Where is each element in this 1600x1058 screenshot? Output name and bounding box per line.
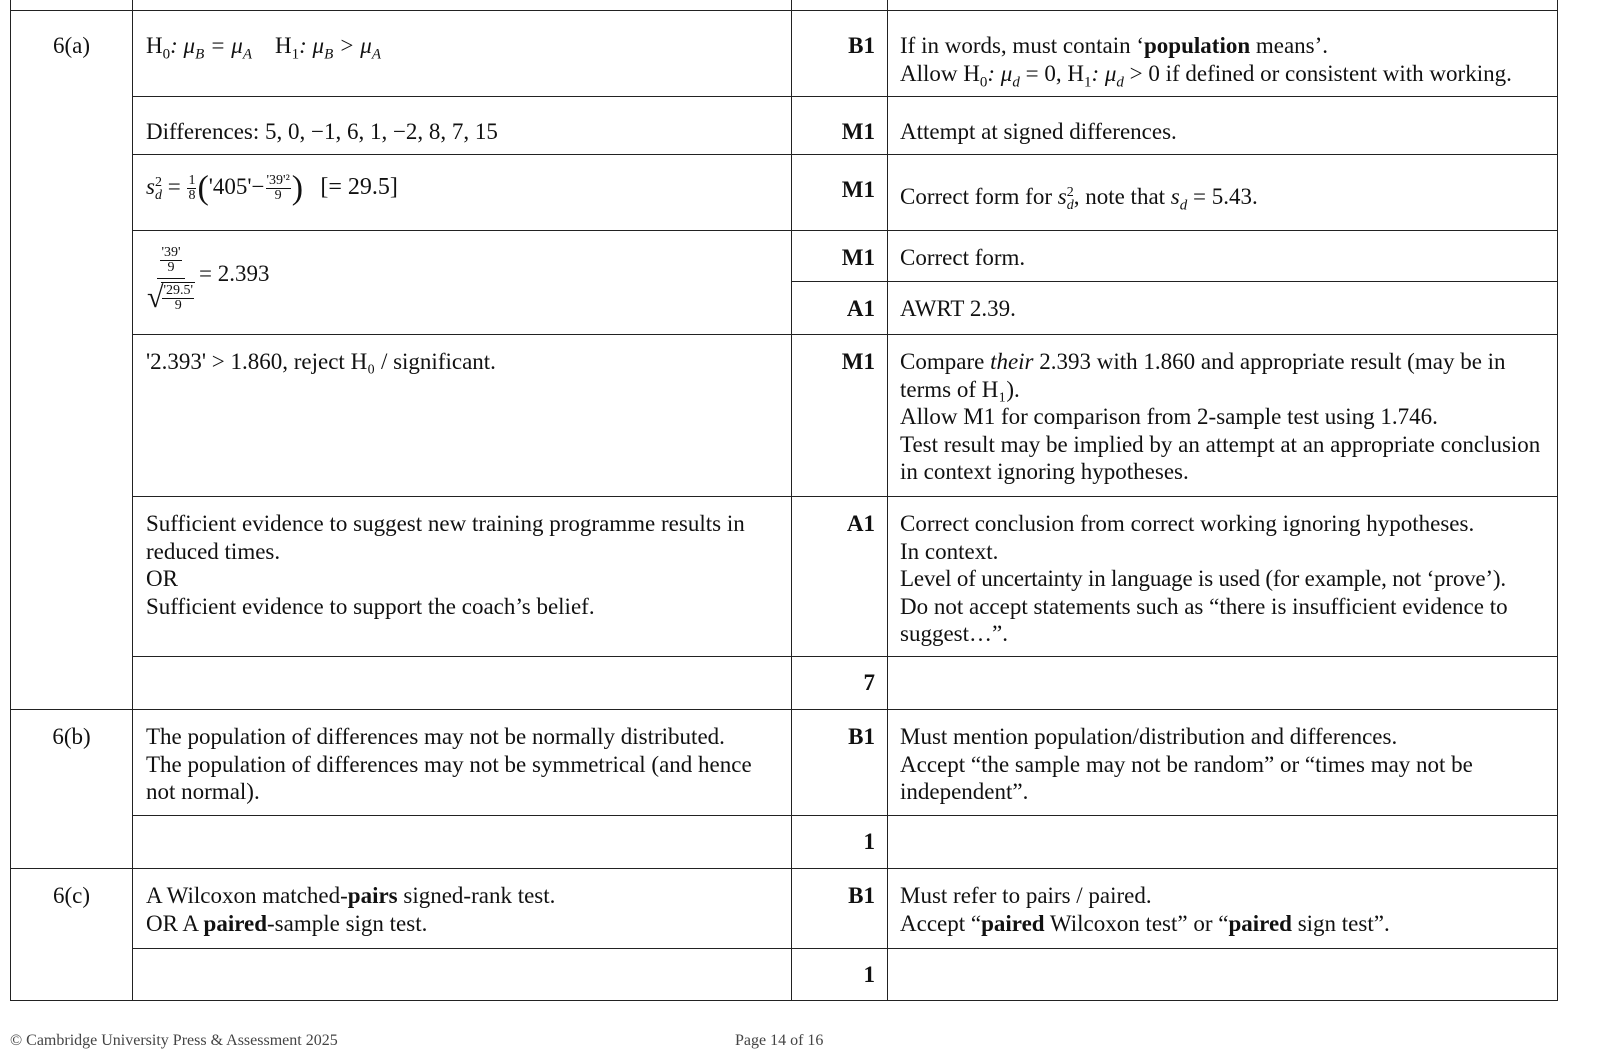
empty-cell <box>888 949 1558 1001</box>
fraction-one-eighth: $\frac{1}{8}$ <box>188 173 196 204</box>
q6b-row <box>11 710 1558 816</box>
q6a-hypotheses-row <box>11 11 1558 97</box>
empty-cell <box>888 657 1558 710</box>
conclusion-guidance: Correct conclusion from correct working ignoring hypotheses. In context. Level of uncertainty in language is used (for example, not ‘prove’). Do not accept statements such as “there is insufficient evidence to suggest…”. <box>888 497 1558 657</box>
q6b-guidance: Must mention population/distribution and differences. Accept “the sample may not be random” or “times may not be independent”. <box>888 710 1558 816</box>
hypotheses-guidance: If in words, must contain ‘population means’. Allow $H_0$: $\mu_d = 0$, $H_1$: $\mu_d > 0$ if defined or consistent with working. <box>888 11 1558 97</box>
footer-page-number: Page 14 of 16 <box>735 1032 824 1049</box>
q6c-row <box>11 869 1558 949</box>
mark-m1: M1 <box>792 231 888 282</box>
variance-answer: s 2 d = $\frac{1}{8}$ ('405'− $\frac{\text{'39'²}}{9}$ ) [= 29.5] <box>133 155 792 231</box>
hypotheses-answer: $H_0$: $\mu_B = \mu_A$ $H_1$: $\mu_B > \mu_A$ <box>133 11 792 97</box>
q6c-total-row <box>11 949 1558 1001</box>
question-label-6a: 6(a) <box>11 11 133 710</box>
q6a-tstat-row-1 <box>11 231 1558 282</box>
differences-guidance: Attempt at signed differences. <box>888 97 1558 155</box>
mark-b1: B1 <box>792 710 888 816</box>
q6b-total-row <box>11 816 1558 869</box>
q6c-answer: A Wilcoxon matched-pairs signed-rank test. OR A paired-sample sign test. <box>133 869 792 949</box>
q6a-compare-row <box>11 335 1558 497</box>
square-root-icon: √ <box>147 280 164 314</box>
empty-cell <box>133 657 792 710</box>
t-statistic-fraction: $\frac{'39'}{9}$ √ $\frac{'29.5'}{9}$ <box>147 245 194 314</box>
question-label-6b: 6(b) <box>11 710 133 869</box>
fraction-39-squared-over-9: $\frac{\text{'39'²}}{9}$ <box>266 173 290 204</box>
q6a-conclusion-row <box>11 497 1558 657</box>
q6a-variance-row <box>11 155 1558 231</box>
t-statistic-answer: $\frac{'39'}{9}$ √ $\frac{'29.5'}{9}$ = 2.393 <box>133 231 792 335</box>
variance-guidance: Correct form for s 2 d , note that $s_d = 5.43$. <box>888 155 1558 231</box>
empty-cell <box>888 816 1558 869</box>
mark-b1: B1 <box>792 11 888 97</box>
t-statistic-guidance-2: AWRT 2.39. <box>888 282 1558 335</box>
mark-a1: A1 <box>792 497 888 657</box>
mark-b1: B1 <box>792 869 888 949</box>
q6c-guidance: Must refer to pairs / paired. Accept “paired Wilcoxon test” or “paired sign test”. <box>888 869 1558 949</box>
total-mark: 7 <box>792 657 888 710</box>
q6a-total-row <box>11 657 1558 710</box>
q6b-answer: The population of differences may not be normally distributed. The population of differences may not be symmetrical (and hence not normal). <box>133 710 792 816</box>
mark-m1: M1 <box>792 97 888 155</box>
question-label-6c: 6(c) <box>11 869 133 1001</box>
header-stub-row <box>11 0 1558 11</box>
differences-answer: Differences: 5, 0, −1, 6, 1, −2, 8, 7, 15 <box>133 97 792 155</box>
mark-m1: M1 <box>792 335 888 497</box>
total-mark: 1 <box>792 949 888 1001</box>
empty-cell <box>133 949 792 1001</box>
empty-cell <box>133 816 792 869</box>
compare-guidance: Compare their 2.393 with 1.860 and appropriate result (may be in terms of H₁). Allow M1 for comparison from 2-sample test using 1.746. Test result may be implied by an attempt at an appropriate conclusion in context ignoring hypotheses. <box>888 335 1558 497</box>
mark-m1: M1 <box>792 155 888 231</box>
mark-a1: A1 <box>792 282 888 335</box>
compare-answer: '2.393' > 1.860, reject H₀ / significant. <box>133 335 792 497</box>
t-statistic-guidance-1: Correct form. <box>888 231 1558 282</box>
conclusion-answer: Sufficient evidence to suggest new training programme results in reduced times. OR Sufficient evidence to support the coach’s belief. <box>133 497 792 657</box>
total-mark: 1 <box>792 816 888 869</box>
footer-copyright: © Cambridge University Press & Assessment 2025 <box>10 1032 338 1049</box>
q6a-differences-row <box>11 97 1558 155</box>
mark-scheme-table <box>10 0 1558 1001</box>
